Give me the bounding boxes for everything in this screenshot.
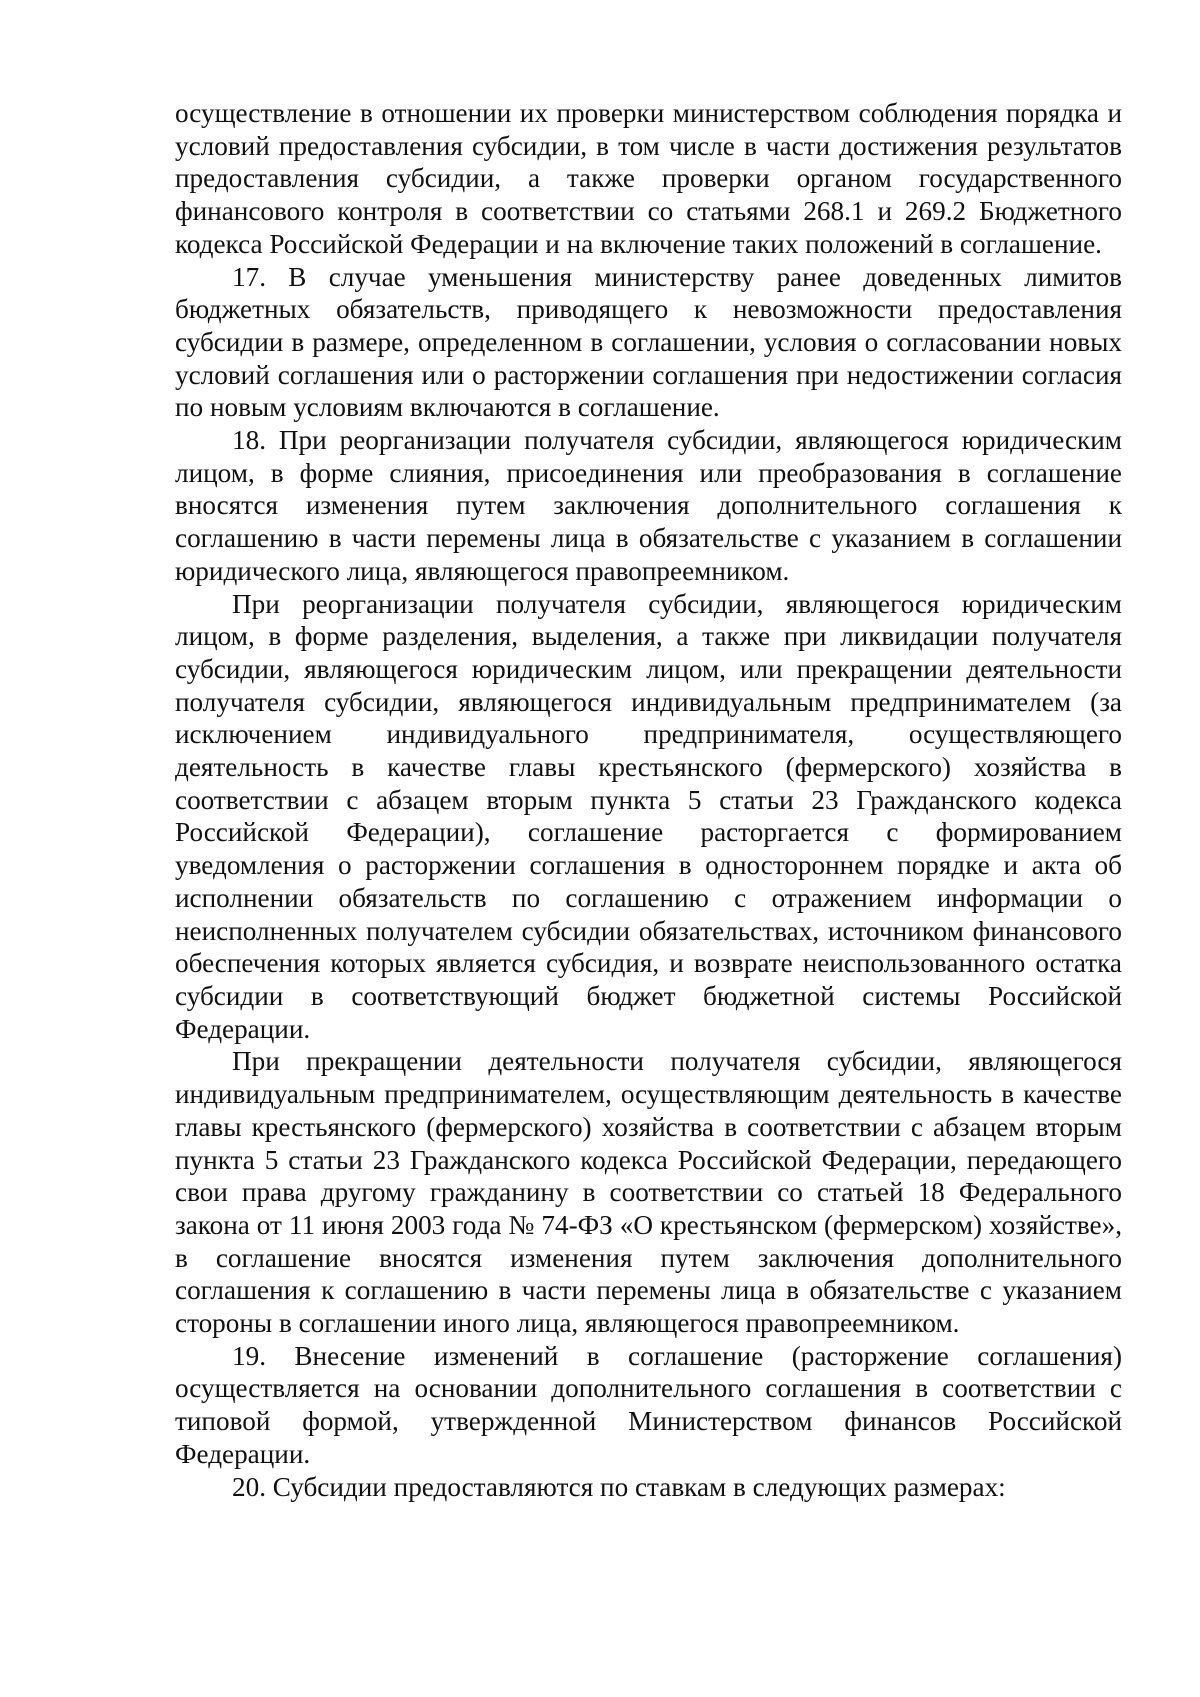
paragraph-continuation: осуществление в отношении их проверки министерством соблюдения порядка и условий предоставления субсидии, в том числе в части достижения результатов предоставления субсидии, а также проверки органом государственного финансового контроля в соответствии со статьями 268.1 и 269.2 Бюджетного кодекса Российской Федерации и на включение таких положений в соглашение. — [175, 98, 1122, 259]
paragraph-reorganization-separation: При реорганизации получателя субсидии, являющегося юридическим лицом, в форме разделения, выделения, а также при ликвидации получателя субсидии, являющегося юридическим лицом, или прекращении деятельности получателя субсидии, являющегося индивидуальным предпринимателем (за исключением индивидуального предпринимателя, осуществляющего деятельность в качестве главы крестьянского (фермерского) хозяйства в соответствии с абзацем вторым пункта 5 статьи 23 Гражданского кодекса Российской Федерации), соглашение расторгается с формированием уведомления о расторжении соглашения в одностороннем порядке и акта об исполнении обязательств по соглашению с отражением информации о неисполненных получателем субсидии обязательствах, источником финансового обеспечения которых является субсидия, и возврате неиспользованного остатка субсидии в соответствующий бюджет бюджетной системы Российской Федерации. — [175, 588, 1122, 1044]
paragraph-item-18: 18. При реорганизации получателя субсидии, являющегося юридическим лицом, в форме слияния, присоединения или преобразования в соглашение вносятся изменения путем заключения дополнительного соглашения к соглашению в части перемены лица в обязательстве с указанием в соглашении юридического лица, являющегося правопреемником. — [175, 425, 1122, 586]
paragraph-item-20: 20. Субсидии предоставляются по ставкам в следующих размерах: — [232, 1471, 1006, 1502]
paragraph-item-17: 17. В случае уменьшения министерству ранее доведенных лимитов бюджетных обязательств, приводящего к невозможности предоставления субсидии в размере, определенном в соглашении, условия о согласовании новых условий соглашения или о расторжении соглашения при недостижении согласия по новым условиям включаются в соглашение. — [175, 261, 1122, 423]
document-body — [175, 97, 1122, 1503]
paragraph-termination-farm-head: При прекращении деятельности получателя субсидии, являющегося индивидуальным предпринимателем, осуществляющим деятельность в качестве главы крестьянского (фермерского) хозяйства в соответствии с абзацем вторым пункта 5 статьи 23 Гражданского кодекса Российской Федерации, передающего свои права другому гражданину в соответствии со статьей 18 Федерального закона от 11 июня 2003 года № 74-ФЗ «О крестьянском (фермерском) хозяйстве», в соглашение вносятся изменения путем заключения дополнительного соглашения к соглашению в части перемены лица в обязательстве с указанием стороны в соглашении иного лица, являющегося правопреемником. — [175, 1046, 1122, 1339]
paragraph-item-19: 19. Внесение изменений в соглашение (расторжение соглашения) осуществляется на основании дополнительного соглашения в соответствии с типовой формой, утвержденной Министерством финансов Российской Федерации. — [175, 1340, 1122, 1469]
